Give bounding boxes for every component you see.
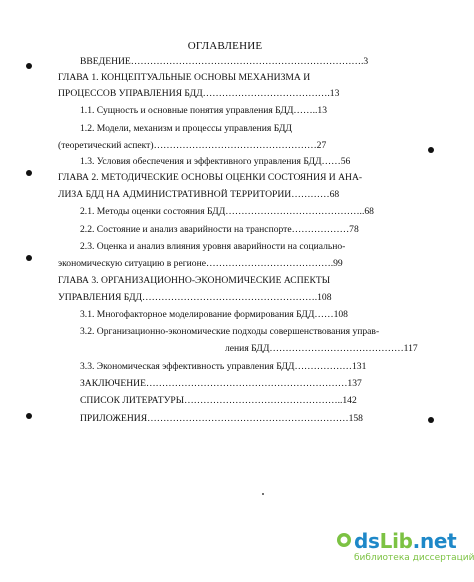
toc-entry-chapter-2-line-2[interactable]: ЛИЗА БДД НА АДМИНИСТРАТИВНОЙ ТЕРРИТОРИИ…………68 (58, 189, 340, 200)
toc-entry-section-2-1[interactable]: 2.1. Методы оценки состояния БДД……………………………………..68 (80, 206, 374, 217)
toc-entry-section-2-2[interactable]: 2.2. Состояние и анализ аварийности на транспорте………………78 (80, 224, 359, 235)
toc-entry-section-1-3[interactable]: 1.3. Условия обеспечения и эффективного управления БДД……56 (80, 156, 351, 167)
toc-entry-section-3-1[interactable]: 3.1. Многофакторное моделирование формирования БДД……108 (80, 309, 348, 320)
toc-entry-section-3-2-line-1[interactable]: 3.2. Организационно-экономические подходы совершенствования управ- (80, 326, 380, 337)
scan-speck (262, 493, 264, 495)
punch-hole-mark (26, 63, 32, 69)
watermark-subtitle: библиотека диссертаций (354, 553, 474, 563)
watermark-logo-part: Lib (379, 529, 413, 553)
toc-entry-section-2-3-line-1[interactable]: 2.3. Оценка и анализ влияния уровня аварийности на социально- (80, 241, 346, 252)
punch-hole-mark (26, 255, 32, 261)
watermark-logo-part: ds (354, 529, 380, 553)
toc-entry-section-1-1[interactable]: 1.1. Сущность и основные понятия управления БДД……..13 (80, 105, 327, 116)
punch-hole-mark (428, 147, 434, 153)
toc-entry-conclusion[interactable]: ЗАКЛЮЧЕНИЕ………………………………………………………137 (80, 378, 362, 389)
toc-entry-section-1-2-line-2[interactable]: (теоретический аспект)……………………………………………27 (58, 140, 327, 151)
toc-entry-chapter-1-line-1[interactable]: ГЛАВА 1. КОНЦЕПТУАЛЬНЫЕ ОСНОВЫ МЕХАНИЗМА И (58, 72, 311, 83)
punch-hole-mark (428, 417, 434, 423)
toc-entry-section-1-2-line-1[interactable]: 1.2. Модели, механизм и процессы управления БДД (80, 123, 292, 134)
toc-entry-chapter-3-line-1[interactable]: ГЛАВА 3. ОРГАНИЗАЦИОННО-ЭКОНОМИЧЕСКИЕ АСПЕКТЫ (58, 275, 331, 286)
punch-hole-mark (26, 170, 32, 176)
toc-entry-section-3-3[interactable]: 3.3. Экономическая эффективность управления БДД………………131 (80, 361, 367, 372)
punch-hole-mark (26, 413, 32, 419)
watermark-logo (354, 529, 457, 553)
toc-entry-references[interactable]: СПИСОК ЛИТЕРАТУРЫ…………………………………………..142 (80, 395, 357, 406)
toc-heading: ОГЛАВЛЕНИЕ (187, 40, 263, 52)
toc-entry-chapter-2-line-1[interactable]: ГЛАВА 2. МЕТОДИЧЕСКИЕ ОСНОВЫ ОЦЕНКИ СОСТОЯНИЯ И АНА- (58, 172, 363, 183)
toc-entry-chapter-1-line-2[interactable]: ПРОЦЕССОВ УПРАВЛЕНИЯ БДД………………………………….13 (58, 88, 340, 99)
toc-entry-section-3-2-line-2[interactable]: ления БДД……………………………………117 (225, 343, 418, 354)
dslib-watermark (354, 529, 474, 576)
toc-entry-chapter-3-line-2[interactable]: УПРАВЛЕНИЯ БДД……………………………………………….108 (58, 292, 332, 303)
toc-entry-introduction[interactable]: ВВЕДЕНИЕ……………………………………………………………….3 (80, 56, 369, 67)
toc-entry-appendices[interactable]: ПРИЛОЖЕНИЯ………………………………………………………158 (80, 413, 363, 424)
toc-entry-section-2-3-line-2[interactable]: экономическую ситуацию в регионе………………………………….99 (58, 258, 343, 269)
dslib-logo-icon (336, 532, 352, 548)
watermark-logo-part: .net (412, 529, 457, 553)
